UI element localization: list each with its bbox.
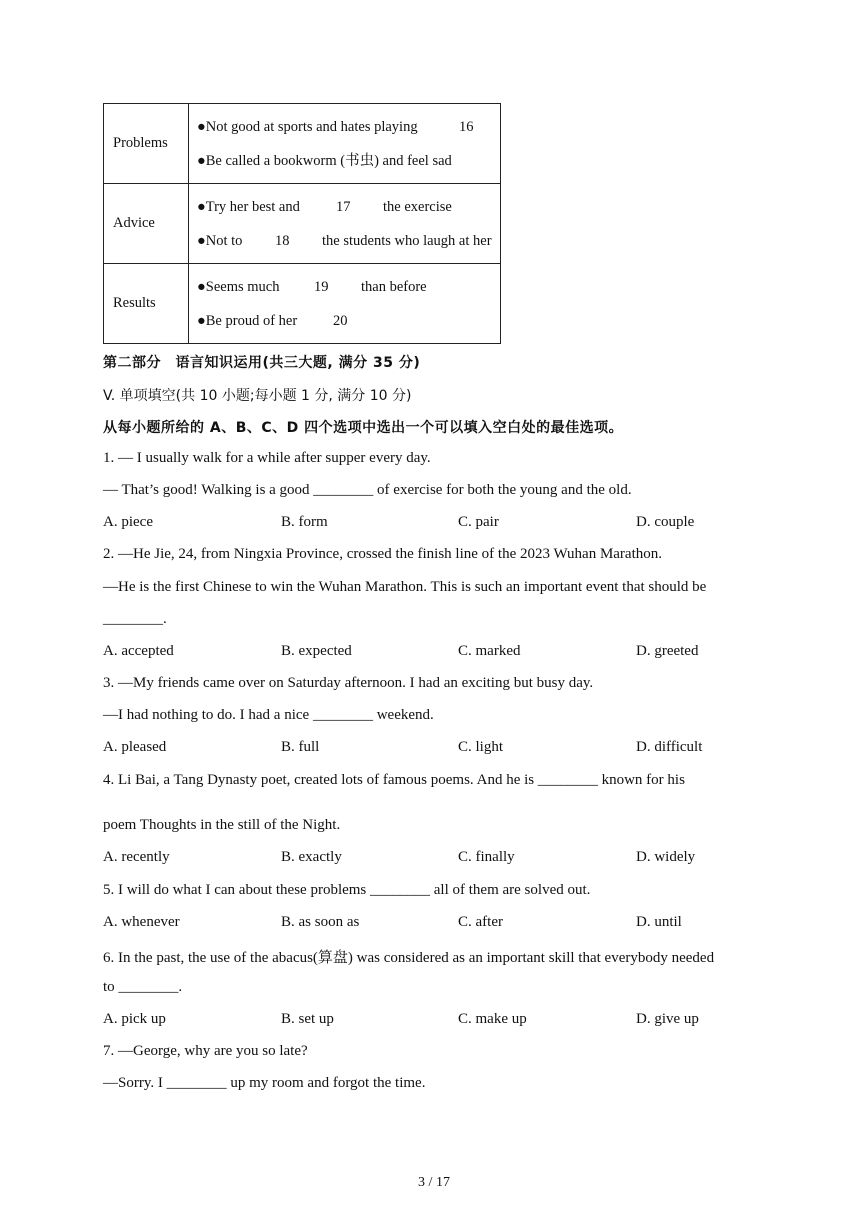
content-cell [189, 264, 501, 344]
question-4-start: 4. Li Bai [103, 772, 156, 788]
question-2-line-3: ________. [103, 611, 167, 627]
option-d: D. widely [636, 849, 696, 865]
blank-number: 19 [314, 278, 329, 295]
content-cell [189, 184, 501, 264]
table-row-advice [104, 184, 501, 264]
option-a: A. pleased [103, 739, 167, 755]
current-page: 3 [418, 1175, 426, 1190]
line-suffix: the students who laugh at her [322, 232, 492, 249]
question-7-line-1: 7. —George, why are you so late? [103, 1043, 308, 1059]
option-c: C. pair [458, 514, 499, 530]
question-3-line-1: 3. —My friends came over on Saturday afternoon. I had an exciting but busy day. [103, 675, 594, 691]
question-6-line-2: to ________. [103, 979, 183, 995]
option-a: A. pick up [103, 1011, 166, 1027]
question-2-line-2: —He is the first Chinese to win the Wuhan Marathon. This is such an important event that should be [103, 579, 707, 595]
table-line [197, 110, 500, 144]
option-a: A. recently [103, 849, 170, 865]
blank-number: 20 [333, 312, 348, 329]
instruction-text: 从每小题所给的 A、B、C、D 四个选项中选出一个可以填入空白处的最佳选项。 [103, 420, 624, 436]
option-c: C. make up [458, 1011, 527, 1027]
line-text: ●Not to [197, 232, 243, 249]
option-c: C. finally [458, 849, 515, 865]
option-d: D. couple [636, 514, 695, 530]
table-line [197, 304, 500, 338]
option-a: A. whenever [103, 914, 180, 930]
table-row-problems [104, 104, 501, 184]
line-text: ●Not good at sports and hates playing [197, 118, 418, 135]
option-d: D. difficult [636, 739, 703, 755]
question-6-line-1: 6. In the past, the use of the abacus(算盘) was considered as an important skill that everybody needed [103, 950, 715, 966]
question-2-line-1: 2. —He Jie, 24, from Ningxia Province, crossed the finish line of the 2023 Wuhan Marathon. [103, 546, 663, 562]
line-suffix: than before [361, 278, 427, 295]
summary-table [103, 103, 501, 344]
option-d: D. until [636, 914, 682, 930]
part-heading: 第二部分 语言知识运用(共三大题, 满分 35 分) [103, 355, 421, 371]
option-c: C. marked [458, 643, 521, 659]
page-separator: / [428, 1175, 433, 1190]
option-b: B. exactly [281, 849, 342, 865]
option-b: B. as soon as [281, 914, 360, 930]
line-text: ●Be called a bookworm (书虫) and feel sad [197, 152, 452, 169]
total-pages: 17 [435, 1175, 450, 1190]
line-text: ●Try her best and [197, 198, 300, 215]
question-3-line-2: —I had nothing to do. I had a nice ________ weekend. [103, 707, 434, 723]
category-cell: Results [104, 264, 189, 344]
question-7-line-2: —Sorry. I ________ up my room and forgot the time. [103, 1075, 426, 1091]
option-b: B. expected [281, 643, 352, 659]
question-4-line-1 [103, 772, 685, 789]
question-1-line-2: — That’s good! Walking is a good ________ of exercise for both the young and the old. [103, 482, 632, 498]
table-line [197, 144, 500, 178]
table-line [197, 224, 500, 258]
section-heading: V. 单项填空(共 10 小题;每小题 1 分, 满分 10 分) [103, 388, 412, 404]
category-cell: Advice [104, 184, 189, 264]
option-d: D. greeted [636, 643, 699, 659]
option-a: A. accepted [103, 643, 174, 659]
category-cell: Problems [104, 104, 189, 184]
option-c: C. light [458, 739, 504, 755]
line-suffix: the exercise [383, 198, 452, 215]
page-number [0, 1175, 868, 1191]
option-b: B. form [281, 514, 328, 530]
blank-number: 16 [459, 118, 474, 135]
option-b: B. full [281, 739, 320, 755]
table-line [197, 190, 500, 224]
option-b: B. set up [281, 1011, 334, 1027]
question-1-line-1: 1. — I usually walk for a while after supper every day. [103, 450, 431, 466]
blank-number: 17 [336, 198, 351, 215]
table-row-results [104, 264, 501, 344]
option-a: A. piece [103, 514, 153, 530]
blank-number: 18 [275, 232, 290, 249]
content-cell [189, 104, 501, 184]
option-d: D. give up [636, 1011, 699, 1027]
line-text: ●Be proud of her [197, 312, 298, 329]
table-line [197, 270, 500, 304]
question-4-rest: , a Tang Dynasty poet, created lots of famous poems. And he is ________ known for his [155, 772, 685, 788]
line-text: ●Seems much [197, 278, 280, 295]
option-c: C. after [458, 914, 503, 930]
question-5-line-1: 5. I will do what I can about these problems ________ all of them are solved out. [103, 882, 591, 898]
question-4-line-2: poem Thoughts in the still of the Night. [103, 817, 341, 833]
